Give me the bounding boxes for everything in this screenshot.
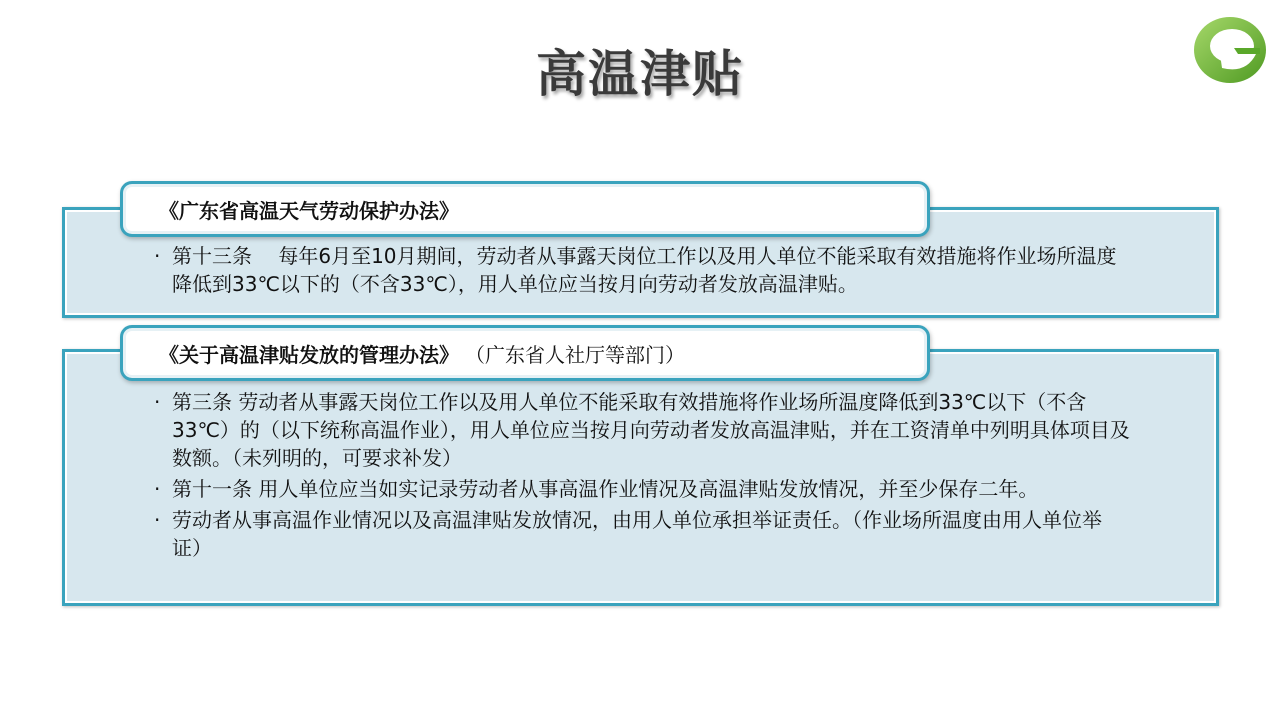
item-text: 劳动者从事高温作业情况以及高温津贴发放情况，由用人单位承担举证责任。（作业场所温度由用人单位举证） [172,508,1102,560]
list-item [150,475,1130,503]
section-heading-2 [120,325,930,381]
list-item [150,242,1130,298]
item-text: 第十三条 每年6月至10月期间，劳动者从事露天岗位工作以及用人单位不能采取有效措施将作业场所温度降低到33℃以下的（不含33℃），用人单位应当按月向劳动者发放高温津贴。 [172,244,1117,296]
section-heading-1 [120,181,930,237]
law-title: 《关于高温津贴发放的管理办法》 [159,342,459,367]
item-text: 第三条 劳动者从事露天岗位工作以及用人单位不能采取有效措施将作业场所温度降低到33℃以下（不含33℃）的（以下统称高温作业），用人单位应当按月向劳动者发放高温津贴，并在工资清单中列明具体项目及数额。（未列明的，可要求补发） [172,390,1130,470]
list-item [150,388,1130,472]
bullet-icon: · [154,508,161,532]
company-logo-icon [1190,14,1270,86]
bullet-icon: · [154,477,161,501]
bullet-icon: · [154,244,161,268]
item-text: 第十一条 用人单位应当如实记录劳动者从事高温作业情况及高温津贴发放情况，并至少保存二年。 [172,477,1039,501]
section-2-list [150,388,1130,565]
list-item [150,506,1130,562]
section-1-list [150,242,1130,301]
bullet-icon: · [154,390,161,414]
law-title: 《广东省高温天气劳动保护办法》 [159,198,459,223]
issuer-note: （广东省人社厅等部门） [465,342,685,367]
slide-title: 高温津贴 [536,45,744,103]
